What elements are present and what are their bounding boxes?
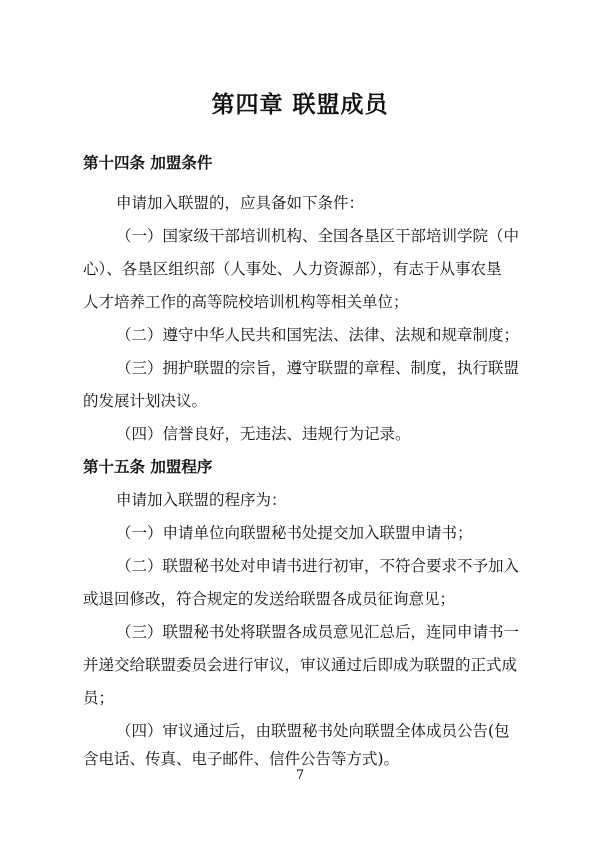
article-15-item-3-line-1: （三）联盟秘书处将联盟各成员意见汇总后，连同申请书一: [116, 623, 520, 641]
article-14-heading: 第十四条 加盟条件: [83, 154, 213, 172]
chapter-title: 第四章 联盟成员: [211, 92, 389, 118]
article-15-item-1: （一）申请单位向联盟秘书处提交加入联盟申请书；: [116, 524, 473, 542]
article-15-item-2-line-2: 或退回修改，符合规定的发送给联盟各成员征询意见；: [83, 590, 456, 608]
article-14-item-2: （二）遵守中华人民共和国宪法、法律、法规和规章制度；: [116, 326, 520, 344]
article-14-item-1-line-2: 心）、各垦区组织部（人事处、人力资源部），有志于从事农垦: [83, 260, 502, 278]
article-15-item-3-line-2: 并递交给联盟委员会进行审议，审议通过后即成为联盟的正式成: [83, 656, 518, 674]
article-15-item-4-line-2: 含电话、传真、电子邮件、信件公告等方式)。: [83, 750, 400, 768]
article-14-intro: 申请加入联盟的，应具备如下条件：: [116, 194, 365, 212]
article-14-item-3-line-1: （三）拥护联盟的宗旨，遵守联盟的章程、制度，执行联盟: [116, 359, 520, 377]
page-number: 7: [295, 768, 305, 783]
article-15-item-4-line-1: （四）审议通过后，由联盟秘书处向联盟全体成员公告(包: [116, 722, 510, 740]
article-15-item-3-line-3: 员；: [83, 689, 115, 707]
article-15-item-2-line-1: （二）联盟秘书处对申请书进行初审，不符合要求不予加入: [116, 557, 520, 575]
article-14-item-1-line-3: 人才培养工作的高等院校培训机构等相关单位；: [83, 293, 409, 311]
article-14-item-3-line-2: 的发展计划决议。: [83, 392, 208, 410]
article-14-item-1-line-1: （一）国家级干部培训机构、全国各垦区干部培训学院（中: [116, 227, 520, 245]
article-15-heading: 第十五条 加盟程序: [83, 458, 213, 476]
article-14-item-4: （四）信誉良好，无违法、违规行为记录。: [116, 425, 411, 443]
article-15-intro: 申请加入联盟的程序为：: [116, 491, 287, 509]
